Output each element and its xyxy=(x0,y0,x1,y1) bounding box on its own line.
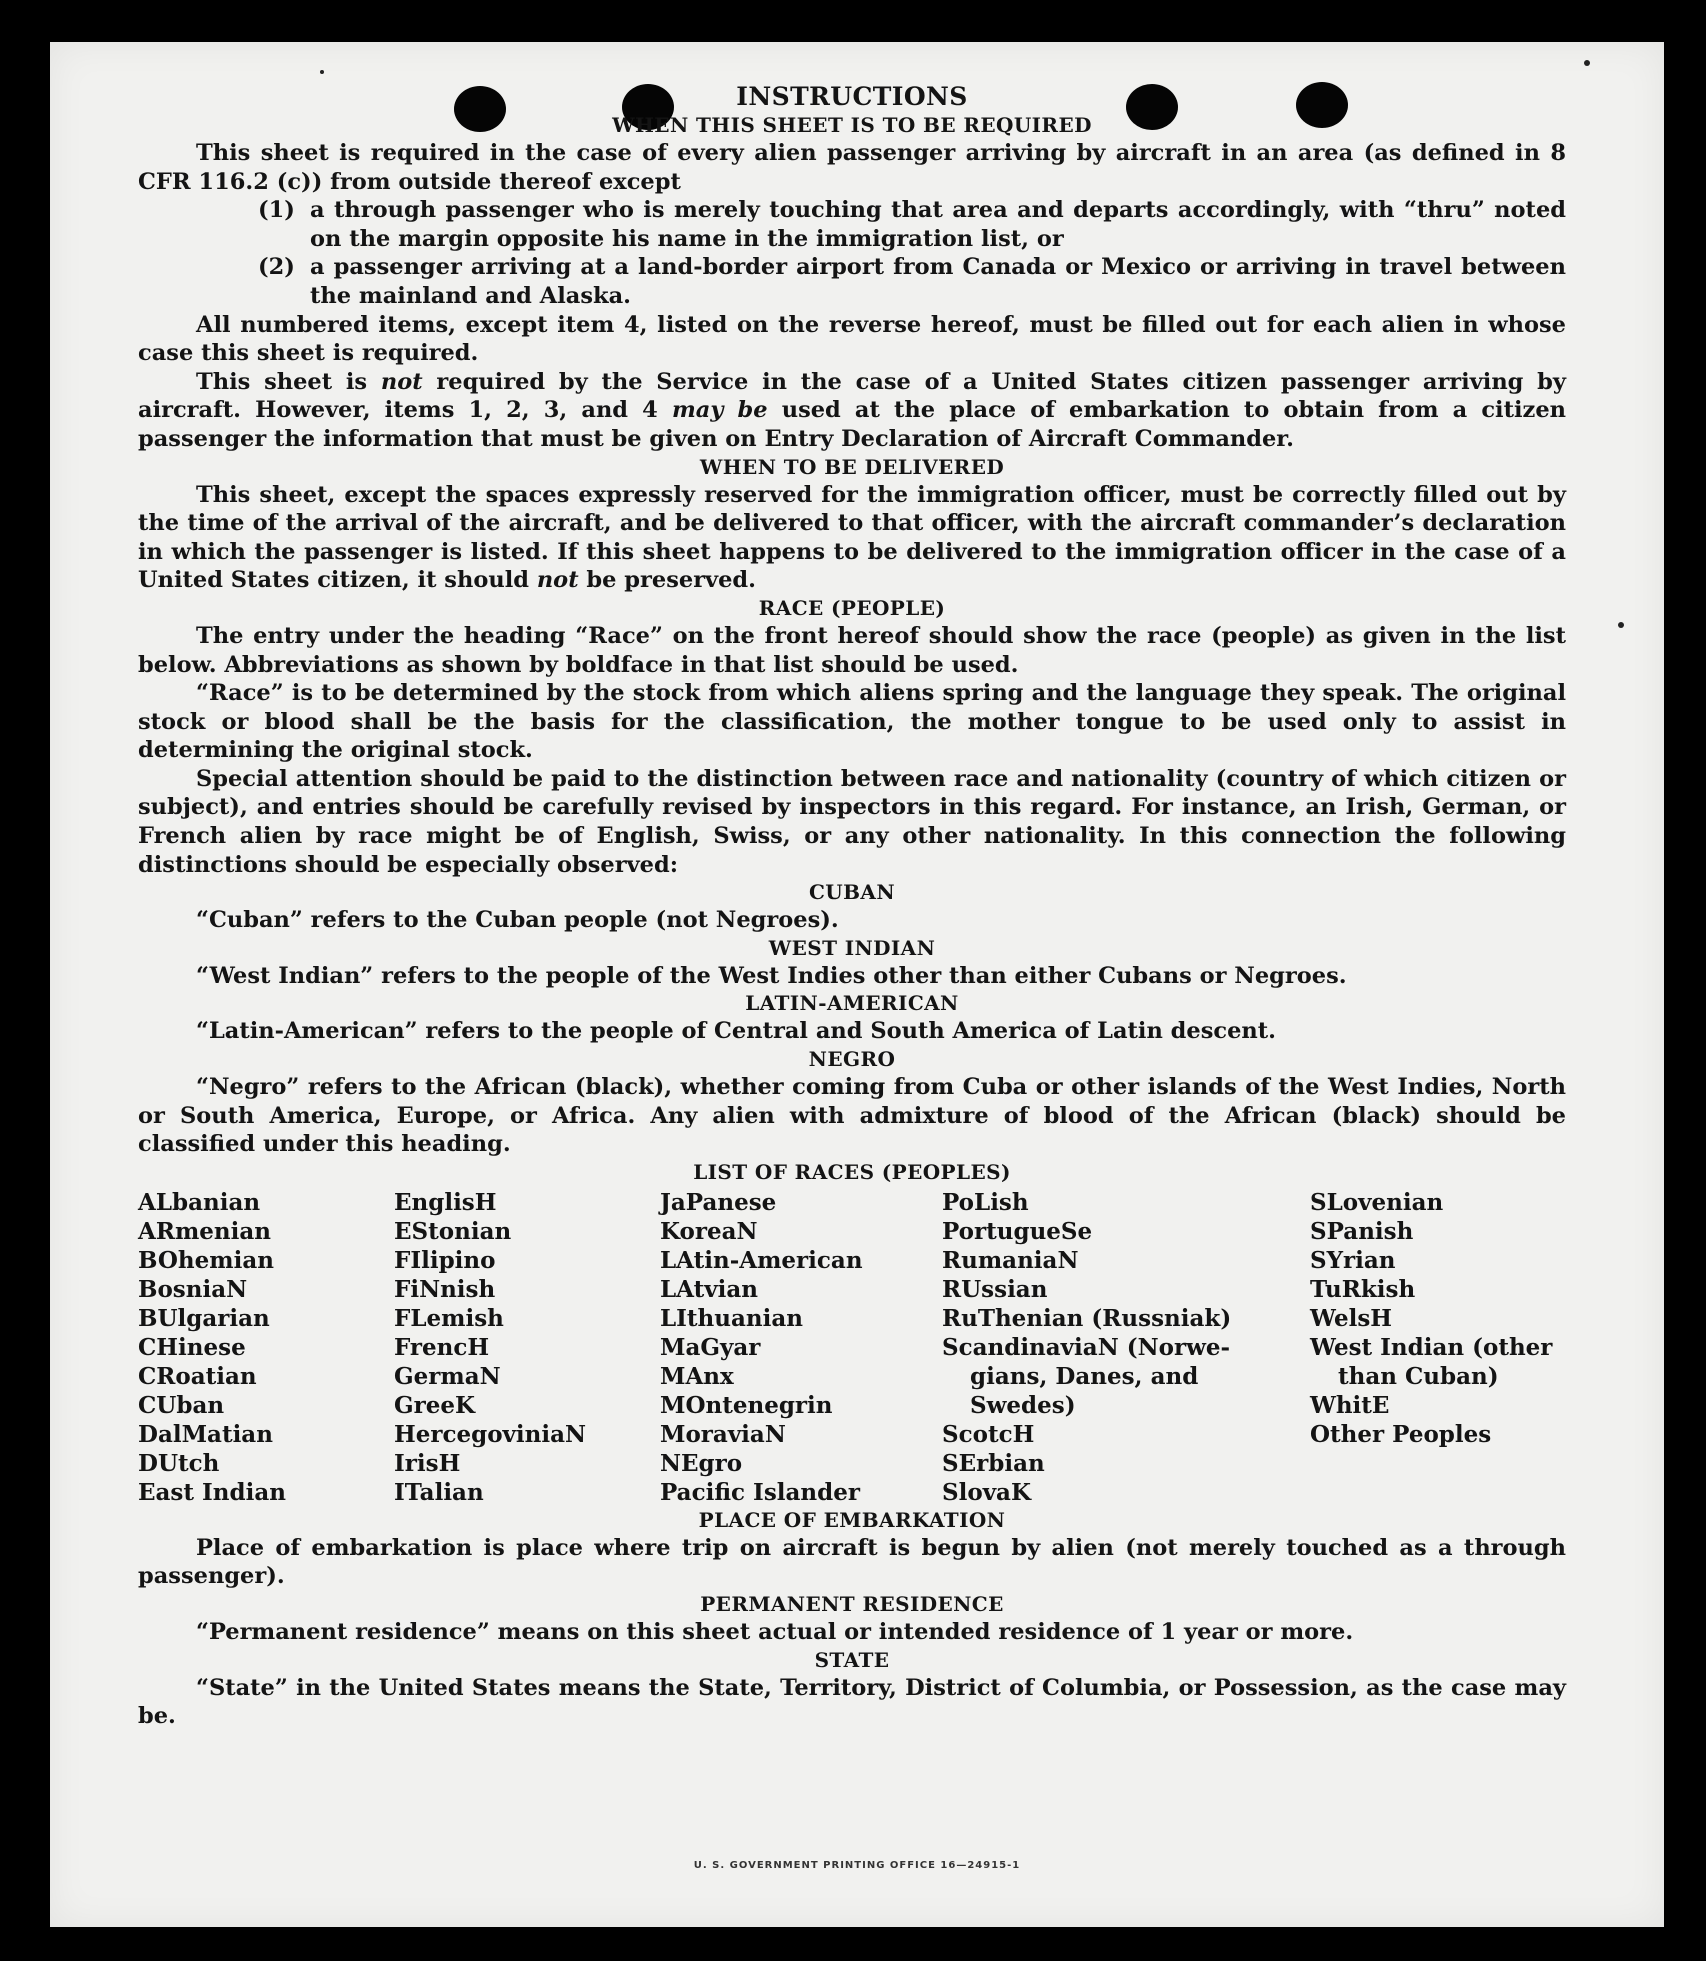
page-title: INSTRUCTIONS xyxy=(736,82,968,111)
race-entry: FLemish xyxy=(394,1304,504,1332)
race-para-3: Special attention should be paid to the distinction between race and nationality (country of which citizen or subject), and entries should be carefully revised by inspectors in this regard. For instance, an Irish, German, or French alien by race might be of English, Swiss, or any other nationality. In this connection the following distinctions should be especially observed: xyxy=(138,765,1566,878)
scan-speck xyxy=(1618,622,1624,628)
cuban-text: “Cuban” refers to the Cuban people (not Negroes). xyxy=(196,907,839,934)
residence-text: “Permanent residence” means on this sheet actual or intended residence of 1 year or more. xyxy=(196,1619,1354,1645)
exception-num: (1) xyxy=(258,197,295,224)
race-entry: TuRkish xyxy=(1310,1275,1416,1303)
exception-item-2 xyxy=(138,253,1566,310)
exception-text: a through passenger who is merely touching that area and departs accordingly, with “thru” noted on the margin opposite his name in the immigration list, or xyxy=(310,197,1566,252)
race-entry: HercegoviniaN xyxy=(394,1420,587,1448)
heading-race: RACE (PEOPLE) xyxy=(758,595,946,620)
race-column-5 xyxy=(1310,1188,1566,1507)
required-para-3 xyxy=(138,368,1566,454)
required-intro: This sheet is required in the case of every alien passenger arriving by aircraft in an area (as defined in 8 CFR 116.2 (c)) from outside thereof except xyxy=(138,140,1566,195)
para3-part: This sheet is xyxy=(196,368,381,395)
heading-permanent-residence: PERMANENT RESIDENCE xyxy=(700,1592,1004,1616)
race-entry: BUlgarian xyxy=(138,1304,270,1332)
race-entry: Other Peoples xyxy=(1310,1420,1492,1448)
race-column-2 xyxy=(394,1188,660,1507)
heading-when-required: WHEN THIS SHEET IS TO BE REQUIRED xyxy=(612,113,1092,137)
scan-speck xyxy=(320,70,324,74)
race-entry-continued: gians, Danes, and xyxy=(970,1362,1199,1390)
heading-latin-american: LATIN-AMERICAN xyxy=(745,991,959,1016)
race-entry: East Indian xyxy=(138,1478,286,1506)
race-entry: CRoatian xyxy=(138,1362,257,1390)
race-entry: WhitE xyxy=(1310,1391,1390,1419)
race-entry: ARmenian xyxy=(138,1217,272,1245)
race-entry: LIthuanian xyxy=(660,1304,803,1332)
heading-when-delivered: WHEN TO BE DELIVERED xyxy=(699,454,1005,479)
race-column-3 xyxy=(660,1188,942,1507)
race-entry: RuThenian (Russniak) xyxy=(942,1304,1232,1332)
latin-american-text: “Latin-American” refers to the people of Central and South America of Latin descent. xyxy=(196,1018,1276,1045)
race-entry: FIlipino xyxy=(394,1246,496,1274)
heading-state: STATE xyxy=(814,1647,890,1672)
para3-part: required by the Service in the case of a United States citizen passenger arriving by aircraft. However, items 1, 2, 3, and 4 xyxy=(138,368,1566,424)
race-entry: EnglisH xyxy=(394,1188,497,1216)
race-entry: DUtch xyxy=(138,1449,220,1477)
delivered-not: not xyxy=(536,567,579,594)
race-entry: CHinese xyxy=(138,1333,246,1361)
race-entry: ScotcH xyxy=(942,1420,1035,1448)
race-entry: MAnx xyxy=(660,1362,734,1390)
race-entry: SLovenian xyxy=(1310,1188,1444,1216)
race-list xyxy=(138,1188,1566,1507)
race-column-1 xyxy=(138,1188,394,1507)
race-entry: LAtvian xyxy=(660,1275,758,1303)
race-entry: DalMatian xyxy=(138,1420,273,1448)
race-entry: MOntenegrin xyxy=(660,1391,833,1419)
race-entry: SlovaK xyxy=(942,1478,1031,1506)
race-entry-continued: than Cuban) xyxy=(1338,1362,1499,1390)
race-entry: GermaN xyxy=(394,1362,501,1390)
race-entry: FrencH xyxy=(394,1333,490,1361)
instructions-body xyxy=(138,82,1566,1731)
scan-speck xyxy=(1584,60,1590,66)
negro-text: “Negro” refers to the African (black), whether coming from Cuba or other islands of the West Indies, North or South America, Europe, or Africa. Any alien with admixture of blood of the African (black) should be classified under this heading. xyxy=(138,1074,1566,1158)
exception-text: a passenger arriving at a land-border airport from Canada or Mexico or arriving in travel between the mainland and Alaska. xyxy=(310,254,1566,309)
printing-office-footer: U. S. GOVERNMENT PRINTING OFFICE 16—24915-1 xyxy=(693,1860,1021,1871)
race-entry: ITalian xyxy=(394,1478,484,1506)
race-entry: SYrian xyxy=(1310,1246,1396,1274)
race-entry: RUssian xyxy=(942,1275,1048,1303)
race-entry: GreeK xyxy=(394,1391,476,1419)
race-column-4 xyxy=(942,1188,1310,1507)
heading-west-indian: WEST INDIAN xyxy=(768,935,936,960)
race-entry: WelsH xyxy=(1310,1304,1393,1332)
west-indian-text: “West Indian” refers to the people of the West Indies other than either Cubans or Negroes. xyxy=(196,962,1347,989)
race-entry: Pacific Islander xyxy=(660,1478,860,1506)
heading-negro: NEGRO xyxy=(808,1047,896,1072)
race-entry: ScandinaviaN (Norwe- xyxy=(942,1333,1231,1361)
race-entry: SErbian xyxy=(942,1449,1045,1477)
race-entry: MaGyar xyxy=(660,1333,761,1361)
heading-list-of-races: LIST OF RACES (PEOPLES) xyxy=(693,1159,1011,1184)
race-entry: CUban xyxy=(138,1391,225,1419)
race-entry-continued: Swedes) xyxy=(970,1391,1076,1419)
exception-item-1 xyxy=(138,196,1566,253)
embarkation-text: Place of embarkation is place where trip on aircraft is begun by alien (not merely touched as a through passenger). xyxy=(138,1534,1566,1590)
heading-place-of-embarkation: PLACE OF EMBARKATION xyxy=(698,1507,1006,1532)
race-entry: JaPanese xyxy=(660,1188,777,1216)
race-para-1: The entry under the heading “Race” on the front hereof should show the race (people) as given in the list below. Abbreviations as shown by boldface in that list should be used. xyxy=(138,622,1566,678)
race-entry: MoraviaN xyxy=(660,1420,786,1448)
race-entry: West Indian (other xyxy=(1310,1333,1553,1361)
race-entry: BosniaN xyxy=(138,1275,248,1303)
race-entry: EStonian xyxy=(394,1217,512,1245)
race-entry: LAtin-American xyxy=(660,1246,863,1274)
delivered-text xyxy=(138,481,1566,595)
para3-part: used at the place of embarkation to obtain from a citizen passenger the information that must be given on Entry Declaration of Aircraft Commander. xyxy=(138,397,1567,452)
race-entry: PoLish xyxy=(942,1188,1029,1216)
state-text: “State” in the United States means the State, Territory, District of Columbia, or Possession, as the case may be. xyxy=(138,1674,1566,1730)
race-entry: PortugueSe xyxy=(942,1217,1093,1245)
race-entry: NEgro xyxy=(660,1449,743,1477)
heading-cuban: CUBAN xyxy=(808,880,896,905)
para3-not: not xyxy=(380,368,423,395)
delivered-part: be preserved. xyxy=(578,567,757,594)
required-para-2: All numbered items, except item 4, listed on the reverse hereof, must be filled out for each alien in whose case this sheet is required. xyxy=(138,311,1566,367)
delivered-part: This sheet, except the spaces expressly reserved for the immigration officer, must be correctly filled out by the time of the arrival of the aircraft, and be delivered to that officer, with the aircraft commander’s declaration in which the passenger is listed. If this sheet happens to be delivered to the immigration officer in the case of a United States citizen, it should xyxy=(138,481,1566,594)
race-entry: FiNnish xyxy=(394,1275,496,1303)
race-entry: SPanish xyxy=(1310,1217,1414,1245)
race-entry: BOhemian xyxy=(138,1246,274,1274)
race-para-2: “Race” is to be determined by the stock from which aliens spring and the language they speak. The original stock or blood shall be the basis for the classification, the mother tongue to be used only to assist in determining the original stock. xyxy=(138,680,1566,764)
para3-maybe: may be xyxy=(671,397,768,424)
race-entry: RumaniaN xyxy=(942,1246,1079,1274)
exception-num: (2) xyxy=(258,254,295,281)
race-entry: IrisH xyxy=(394,1449,461,1477)
race-entry: ALbanian xyxy=(138,1188,261,1216)
race-entry: KoreaN xyxy=(660,1217,758,1245)
